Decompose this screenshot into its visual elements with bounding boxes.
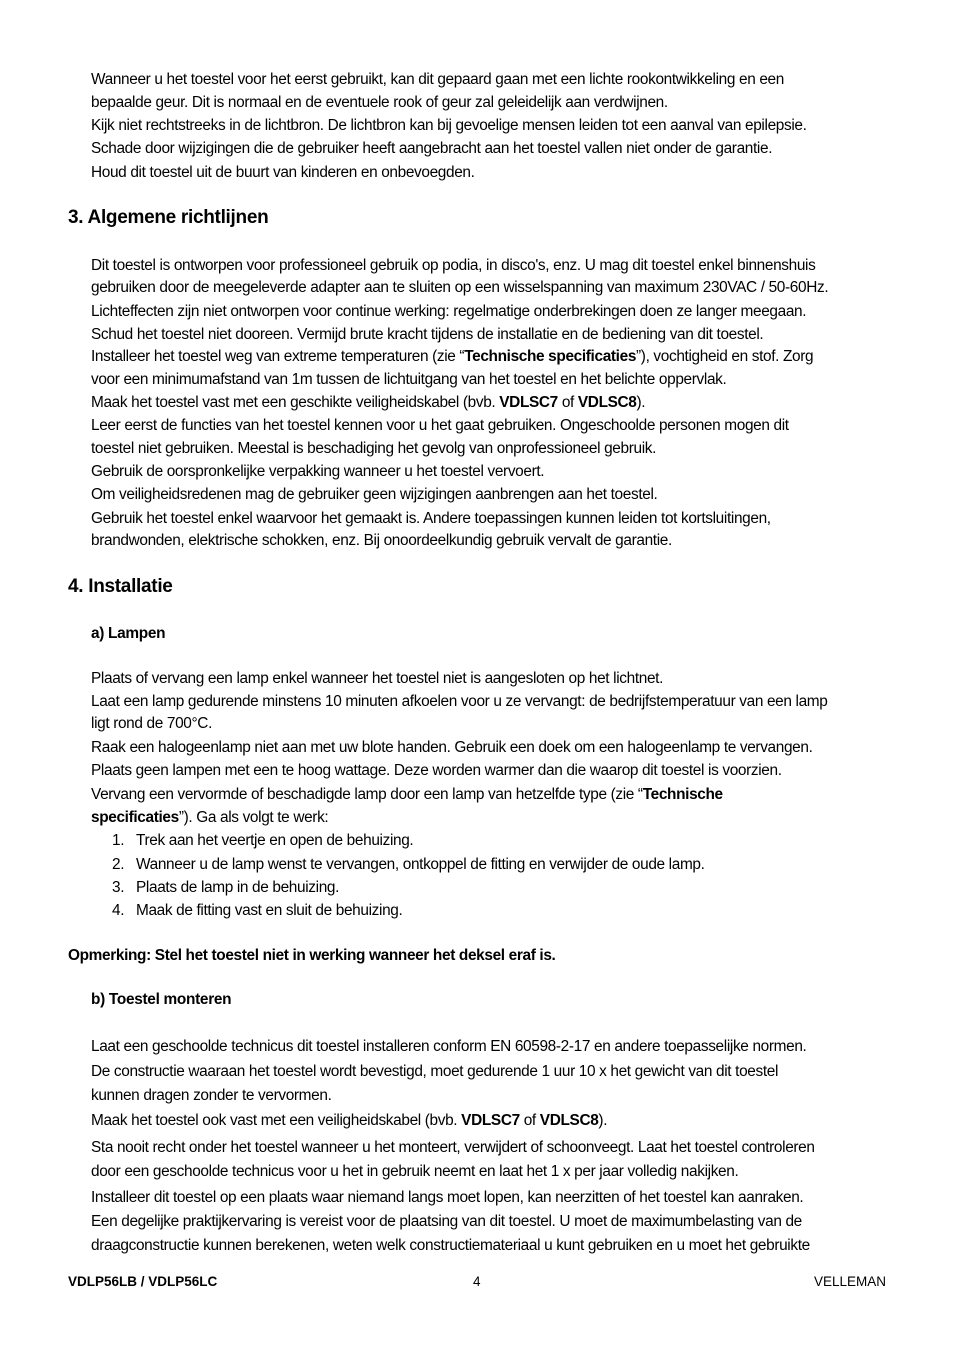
subsection-heading-lampen: a) Lampen: [91, 625, 166, 642]
list-item: 1. Trek aan het veertje en open de behuizing.: [112, 832, 414, 849]
section3-line-safety-cable: Maak het toestel vast met een geschikte veiligheidskabel (bvb. VDLSC7 of VDLSC8).: [91, 394, 646, 411]
section3-line: Leer eerst de functies van het toestel kennen voor u het gaat gebruiken. Ongeschoolde personen mogen dit: [91, 417, 789, 434]
footer-page-number: 4: [473, 1274, 481, 1289]
lampen-line: Laat een lamp gedurende minstens 10 minuten afkoelen voor u ze vervangt: de bedrijfstemperatuur van een lamp: [91, 693, 828, 710]
section3-line: brandwonden, elektrische schokken, enz. Bij onoordeelkundig gebruik vervalt de garantie.: [91, 532, 672, 549]
monteren-line: Installeer dit toestel op een plaats waar niemand langs moet lopen, kan neerzitten of het toestel kan aanraken.: [91, 1189, 804, 1206]
subsection-heading-toestel-monteren: b) Toestel monteren: [91, 991, 232, 1008]
lampen-line: Plaats of vervang een lamp enkel wanneer het toestel niet is aangesloten op het lichtnet.: [91, 670, 664, 687]
list-item: 4. Maak de fitting vast en sluit de behuizing.: [112, 902, 403, 919]
lampen-line-replace: specificaties”). Ga als volgt te werk:: [91, 809, 329, 826]
section3-line: Schud het toestel niet dooreen. Vermijd brute kracht tijdens de installatie en de bediening van dit toestel.: [91, 326, 764, 343]
monteren-line: door een geschoolde technicus voor u het in gebruik neemt en laat het 1 x per jaar volledig nakijken.: [91, 1163, 739, 1180]
list-item: 3. Plaats de lamp in de behuizing.: [112, 879, 340, 896]
section3-line: Gebruik de oorspronkelijke verpakking wanneer u het toestel vervoert.: [91, 463, 545, 480]
lampen-line: Raak een halogeenlamp niet aan met uw blote handen. Gebruik een doek om een halogeenlamp te vervangen.: [91, 739, 813, 756]
section-heading-algemene-richtlijnen: 3. Algemene richtlijnen: [68, 207, 269, 228]
footer-brand: VELLEMAN: [813, 1274, 886, 1289]
section3-line: voor een minimumafstand van 1m tussen de lichtuitgang van het toestel en het belichte oppervlak.: [91, 371, 727, 388]
monteren-line: draagconstructie kunnen berekenen, weten welk constructiemateriaal u kunt gebruiken en u moet het gebruikte: [91, 1237, 810, 1254]
intro-line: bepaalde geur. Dit is normaal en de eventuele rook of geur zal geleidelijk aan verdwijnen.: [91, 94, 668, 111]
monteren-line: kunnen dragen zonder te vervormen.: [91, 1087, 332, 1104]
monteren-line: De constructie waaraan het toestel wordt bevestigd, moet gedurende 1 uur 10 x het gewicht van dit toestel: [91, 1063, 779, 1080]
intro-line: Houd dit toestel uit de buurt van kinderen en onbevoegden.: [91, 164, 475, 181]
warning-note: Opmerking: Stel het toestel niet in werking wanneer het deksel eraf is.: [68, 947, 556, 964]
monteren-line-safety-cable: Maak het toestel ook vast met een veiligheidskabel (bvb. VDLSC7 of VDLSC8).: [91, 1112, 608, 1129]
section3-line: Gebruik het toestel enkel waarvoor het gemaakt is. Andere toepassingen kunnen leiden tot kortsluitingen,: [91, 510, 771, 527]
section3-line: toestel niet gebruiken. Meestal is beschadiging het gevolg van onprofessioneel gebruik.: [91, 440, 657, 457]
intro-line: Kijk niet rechtstreeks in de lichtbron. De lichtbron kan bij gevoelige mensen leiden tot een aanval van epilepsie.: [91, 117, 807, 134]
section3-line: gebruiken door de meegeleverde adapter aan te sluiten op een wisselspanning van maximum 230VAC / 50-60Hz.: [91, 279, 829, 296]
section-heading-installatie: 4. Installatie: [68, 576, 173, 597]
lampen-line-replace: Vervang een vervormde of beschadigde lamp door een lamp van hetzelfde type (zie “Technische: [91, 786, 723, 803]
lampen-line: Plaats geen lampen met een te hoog wattage. Deze worden warmer dan die waarop dit toestel is voorzien.: [91, 762, 782, 779]
section3-line: Dit toestel is ontworpen voor professioneel gebruik op podia, in disco's, enz. U mag dit toestel enkel binnenshuis: [91, 257, 816, 274]
section3-line-temperatures: Installeer het toestel weg van extreme temperaturen (zie “Technische specificaties”), vochtigheid en stof. Zorg: [91, 348, 814, 365]
section3-line: Lichteffecten zijn niet ontworpen voor continue werking: regelmatige onderbrekingen doen ze langer meegaan.: [91, 303, 807, 320]
monteren-line: Sta nooit recht onder het toestel wanneer u het monteert, verwijdert of schoonveegt. Laat het toestel controleren: [91, 1139, 815, 1156]
intro-line: Wanneer u het toestel voor het eerst gebruikt, kan dit gepaard gaan met een lichte rookontwikkeling en een: [91, 71, 784, 88]
monteren-line: Een degelijke praktijkervaring is vereist voor de plaatsing van dit toestel. U moet de maximumbelasting van de: [91, 1213, 802, 1230]
monteren-line: Laat een geschoolde technicus dit toestel installeren conform EN 60598-2-17 en andere toepasselijke normen.: [91, 1038, 807, 1055]
intro-line: Schade door wijzigingen die de gebruiker heeft aangebracht aan het toestel vallen niet onder de garantie.: [91, 140, 773, 157]
section3-line: Om veiligheidsredenen mag de gebruiker geen wijzigingen aanbrengen aan het toestel.: [91, 486, 658, 503]
list-item: 2. Wanneer u de lamp wenst te vervangen, ontkoppel de fitting en verwijder de oude lamp.: [112, 856, 705, 873]
footer-model: VDLP56LB / VDLP56LC: [68, 1274, 218, 1289]
lampen-line: ligt rond de 700°C.: [91, 715, 212, 732]
